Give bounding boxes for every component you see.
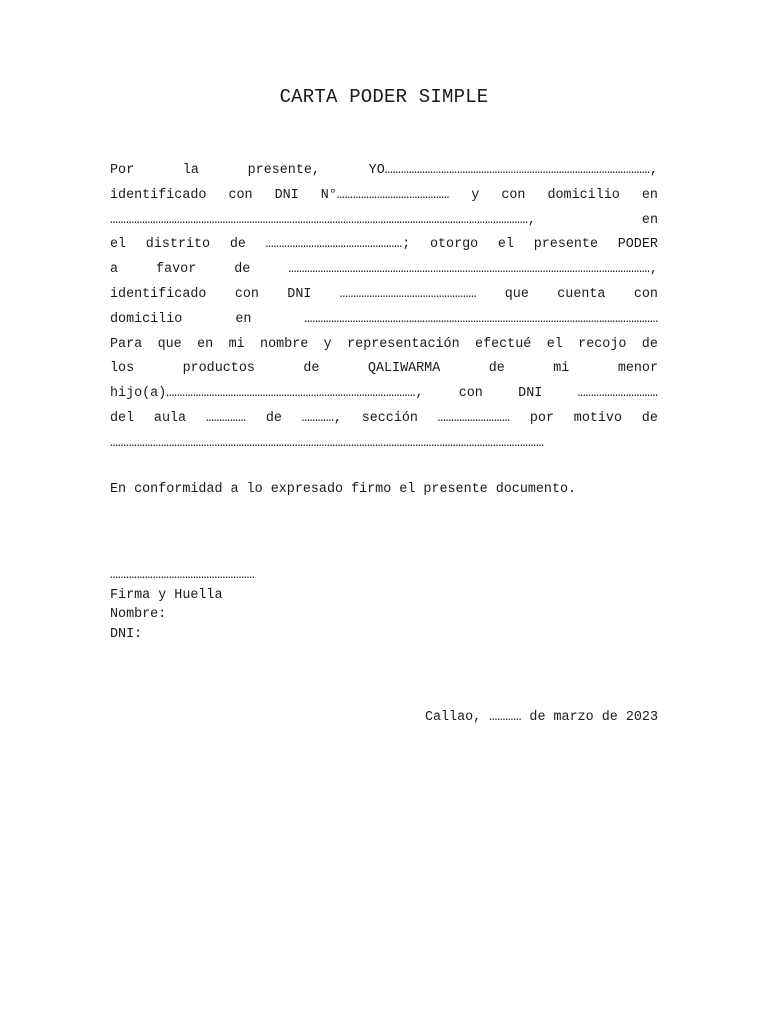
body-word: los: [110, 361, 135, 377]
body-line: [110, 159, 658, 184]
body-word: otorgo: [429, 237, 479, 253]
body-word: que: [504, 286, 529, 302]
body-word: el: [110, 237, 127, 253]
body-word: de: [641, 336, 658, 352]
body-word: en: [641, 212, 658, 228]
body-word: QALIWARMA: [367, 361, 441, 377]
body-word: ………………………: [437, 410, 511, 426]
body-word: …………………………: [577, 386, 658, 402]
body-word: Por: [110, 163, 135, 178]
body-word: representación: [347, 336, 460, 352]
body-word: de: [265, 410, 282, 426]
body-word: nombre: [260, 336, 309, 352]
body-line: [110, 209, 658, 234]
body-word: con: [458, 386, 483, 402]
body-word: y: [471, 187, 480, 203]
body-word: …………,: [301, 410, 342, 426]
body-word: favor: [156, 262, 197, 278]
body-word: el: [497, 237, 514, 253]
body-word: aula: [153, 410, 187, 426]
body-word: de: [488, 361, 505, 377]
body-line: [110, 283, 658, 308]
conformity-statement: En conformidad a lo expresado firmo el presente documento.: [110, 482, 577, 497]
body-word: ……………: [205, 410, 247, 426]
body-word: ……………………………………………: [339, 286, 477, 302]
signature-block: [110, 566, 255, 644]
body-word: de: [229, 237, 246, 253]
body-word: motivo: [573, 410, 622, 426]
body-word: a: [110, 262, 119, 278]
body-word: DNI: [287, 286, 312, 302]
body-line: [110, 258, 658, 283]
body-word: de: [234, 262, 251, 278]
document-body: [110, 159, 658, 457]
body-word: ………………………………………………………………………………………………………………………,: [288, 262, 658, 278]
body-word: que: [157, 336, 182, 352]
body-word: ……………………………………………………………………………………………………………………: [304, 311, 658, 327]
body-word: con: [234, 286, 259, 302]
body-line: [110, 233, 658, 258]
body-word: domicilio: [547, 187, 620, 203]
body-word: productos: [182, 361, 255, 377]
body-word: del: [110, 410, 135, 426]
body-word: menor: [617, 361, 658, 377]
body-word: en: [197, 336, 214, 352]
body-word: por: [529, 410, 554, 426]
body-word: N°……………………………………: [320, 187, 450, 203]
body-word: …………………………………………………………………………………………………………………………………………,: [110, 212, 536, 228]
body-line: [110, 407, 658, 432]
body-word: PODER: [617, 237, 658, 253]
body-word: mi: [228, 336, 245, 352]
body-word: Para: [110, 336, 143, 352]
body-word: ……………………………………………;: [265, 237, 411, 253]
body-word: con: [228, 187, 253, 203]
body-word: y: [323, 336, 332, 352]
body-word: con: [633, 286, 658, 302]
body-word: DNI: [518, 386, 543, 402]
body-word: la: [182, 163, 199, 178]
body-word: hijo(a)…………………………………………………………………………………,: [110, 386, 424, 402]
body-line: ………………………………………………………………………………………………………………………………………………: [110, 435, 544, 451]
body-word: efectué: [475, 336, 532, 352]
body-word: DNI: [274, 187, 299, 203]
body-word: presente,: [247, 163, 320, 178]
body-word: distrito: [145, 237, 211, 253]
body-line: [110, 357, 658, 382]
body-word: mi: [553, 361, 570, 377]
body-word: identificado: [110, 286, 207, 302]
body-word: con: [501, 187, 526, 203]
body-word: en: [641, 187, 658, 203]
body-word: en: [235, 311, 252, 327]
body-word: sección: [361, 410, 418, 426]
signature-label: Firma y Huella: [110, 587, 223, 603]
document-title: CARTA PODER SIMPLE: [279, 86, 489, 108]
body-word: cuenta: [557, 286, 606, 302]
signature-name-label: Nombre:: [110, 607, 167, 622]
body-line: [110, 382, 658, 407]
document-date: Callao, ………… de marzo de 2023: [424, 710, 658, 725]
body-word: de: [303, 361, 320, 377]
body-line: [110, 184, 658, 209]
body-word: recojo: [578, 336, 627, 352]
body-word: presente: [533, 237, 599, 253]
body-word: YO………………………………………………………………………………………,: [368, 163, 658, 178]
body-word: identificado: [110, 187, 207, 203]
signature-line: ………………………………………………: [110, 568, 255, 583]
body-line: [110, 308, 658, 333]
body-line: [110, 333, 658, 358]
body-word: domicilio: [110, 311, 183, 327]
body-word: el: [546, 336, 563, 352]
body-word: de: [641, 410, 658, 426]
signature-dni-label: DNI:: [110, 626, 143, 642]
